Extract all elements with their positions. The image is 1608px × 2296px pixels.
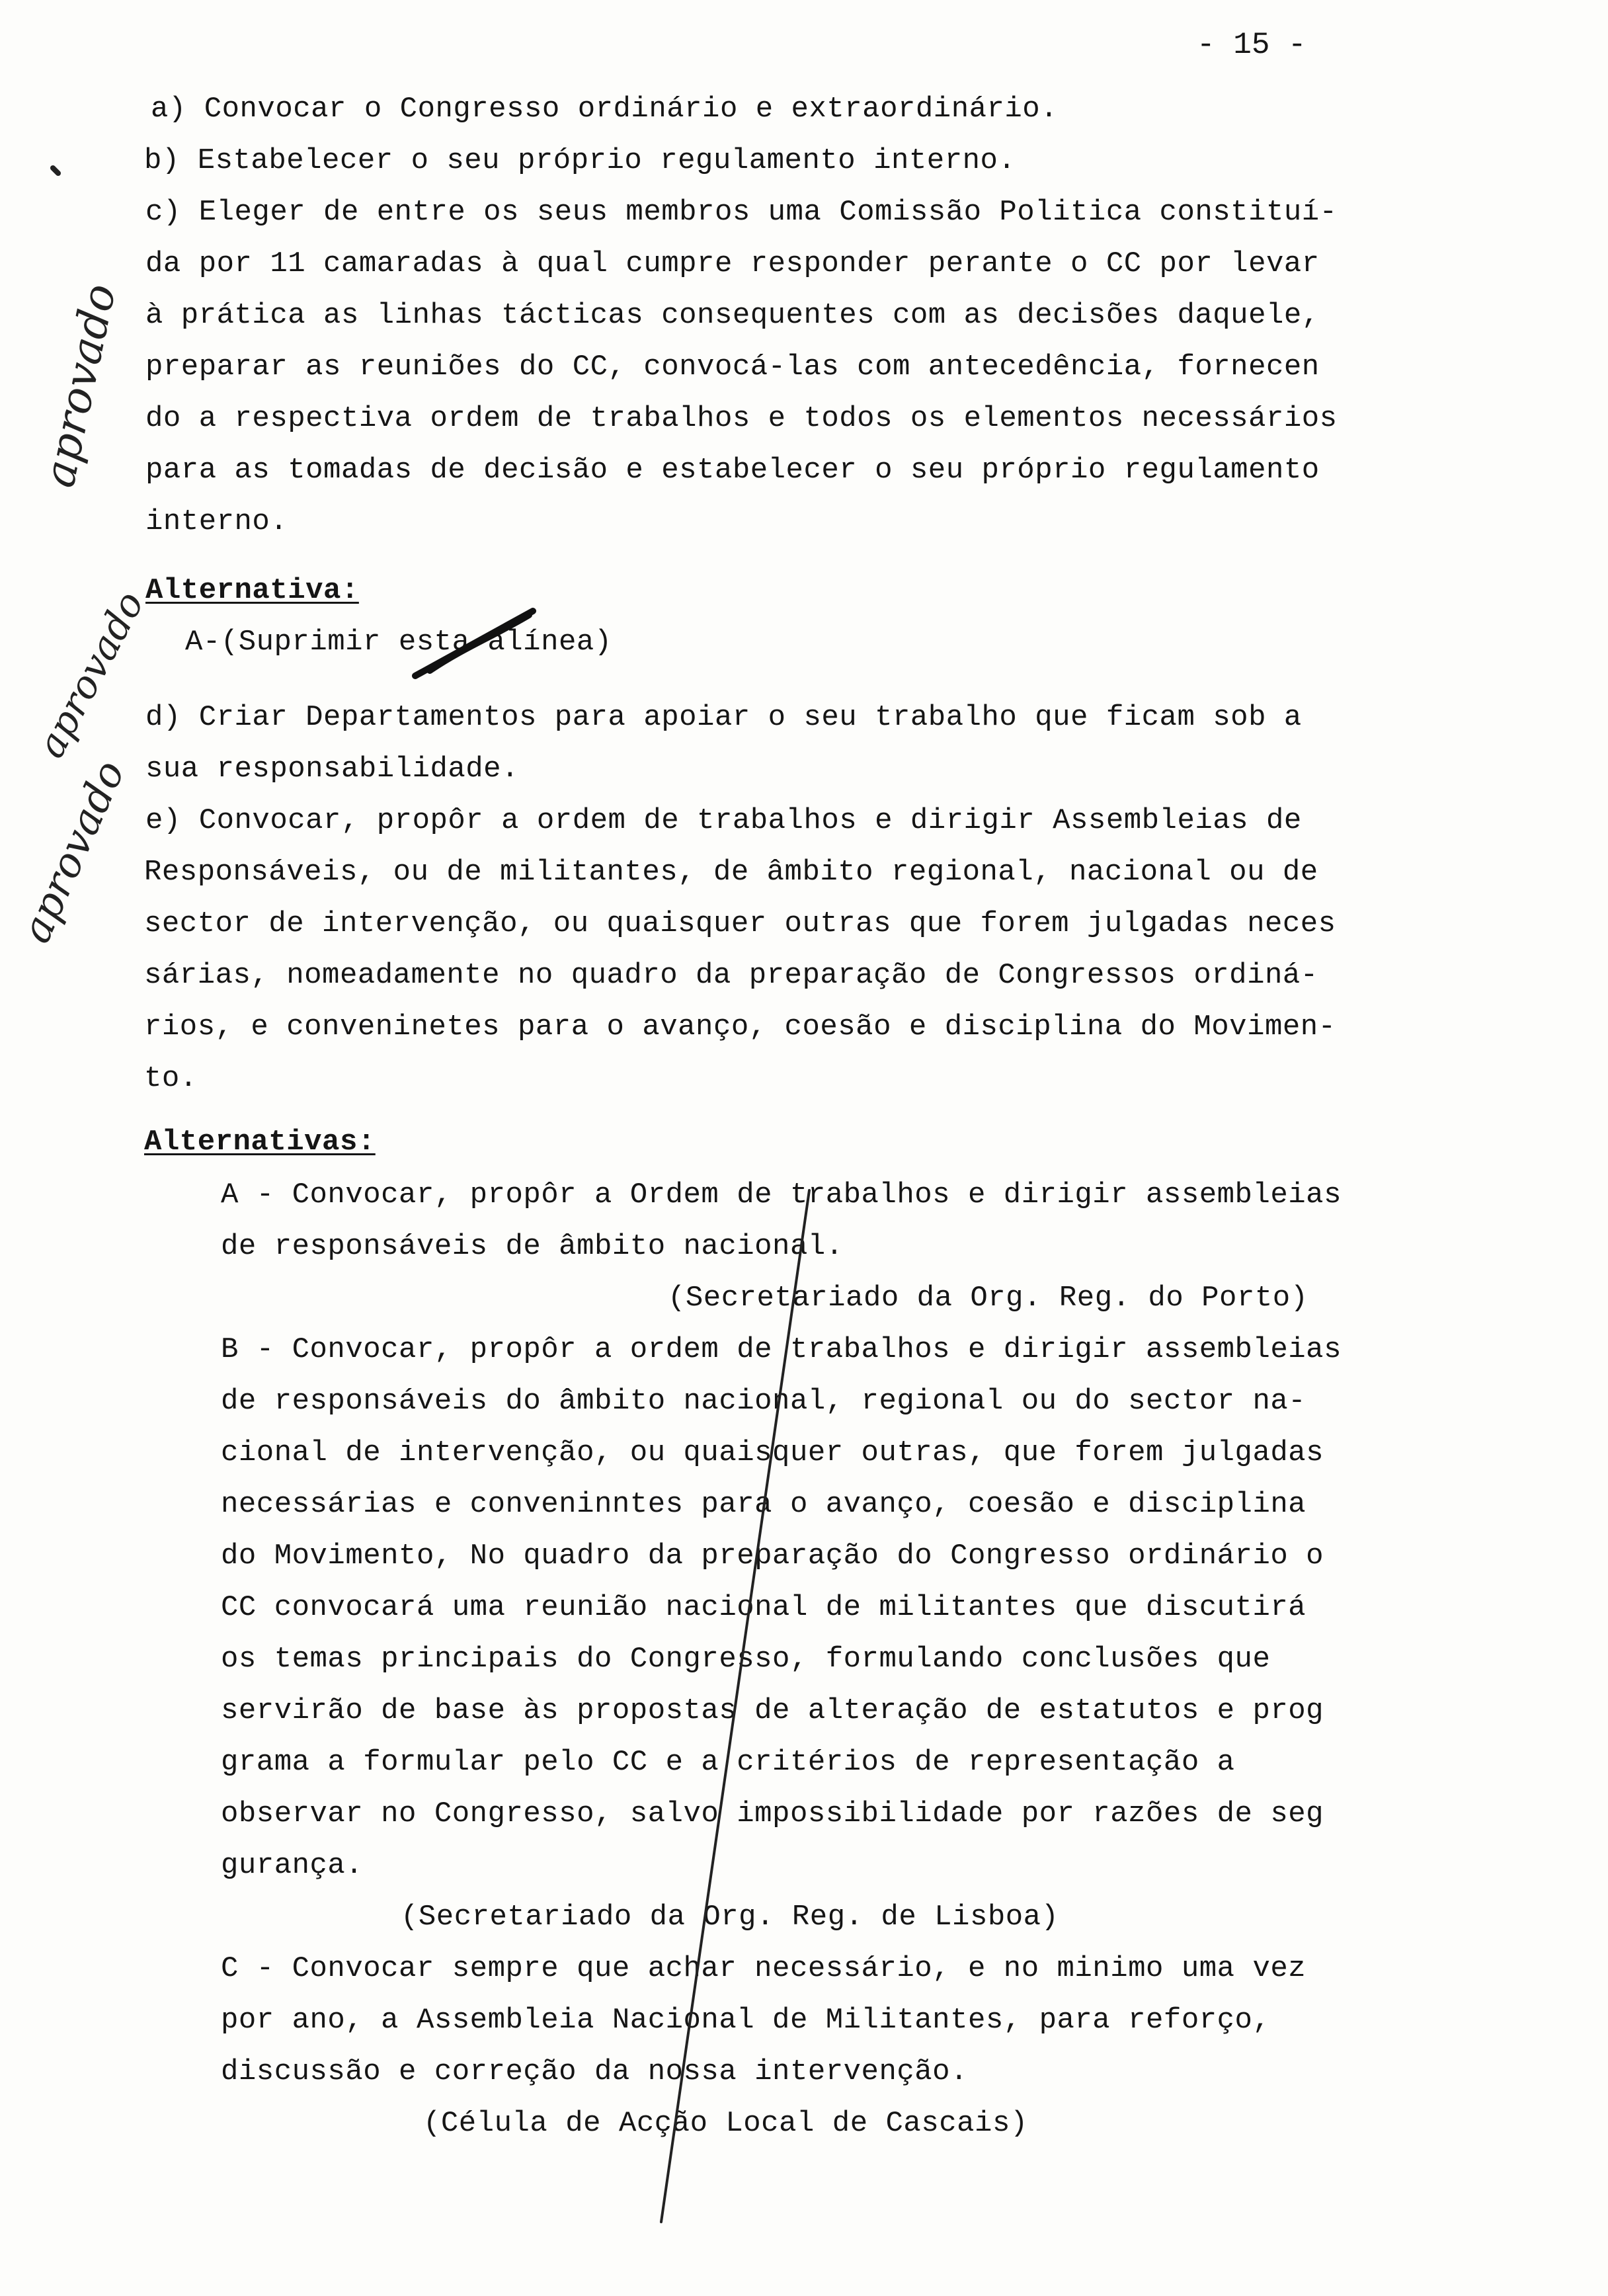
margin-note-aprovado-3-text: aprovado (11, 753, 134, 950)
item-d-line-2: sua responsabilidade. (145, 753, 519, 786)
alternativa-heading: Alternativa: (145, 574, 359, 607)
margin-note-aprovado-1 (33, 280, 126, 492)
alt-b-line-6: CC convocará uma reunião nacional de militantes que discutirá (221, 1591, 1306, 1624)
alt-b-line-10: observar no Congresso, salvo impossibilidade por razões de seg (221, 1797, 1324, 1830)
item-b: b) Estabelecer o seu próprio regulamento interno. (144, 144, 1016, 177)
margin-note-aprovado-2-text: aprovado (28, 583, 153, 765)
alt-a-attribution: (Secretariado da Org. Reg. do Porto) (668, 1282, 1308, 1315)
alt-b-line-7: os temas principais do Congresso, formulando conclusões que (221, 1643, 1271, 1676)
margin-note-aprovado-1-text: aprovado (33, 279, 126, 492)
alt-c-line-1: C - Convocar sempre que achar necessário, e no minimo uma vez (221, 1952, 1306, 1985)
page-number: - 15 - (1197, 28, 1306, 62)
small-mark (53, 168, 58, 173)
item-c-line-2: da por 11 camaradas à qual cumpre responder perante o CC por levar (145, 247, 1320, 280)
item-e-line-2: Responsáveis, ou de militantes, de âmbito regional, nacional ou de (144, 856, 1318, 889)
alt-b-line-3: cional de intervenção, ou quaisquer outras, que forem julgadas (221, 1436, 1324, 1469)
alt-b-line-2: de responsáveis do âmbito nacional, regional ou do sector na- (221, 1385, 1306, 1418)
item-c-line-1: c) Eleger de entre os seus membros uma Comissão Politica constituí- (145, 196, 1338, 229)
alt-b-line-11: gurança. (221, 1849, 364, 1882)
item-c-line-6: para as tomadas de decisão e estabelecer o seu próprio regulamento (145, 454, 1320, 487)
margin-note-aprovado-2 (28, 584, 153, 765)
item-c-line-5: do a respectiva ordem de trabalhos e todos os elementos necessários (145, 402, 1338, 435)
item-d-line-1: d) Criar Departamentos para apoiar o seu trabalho que ficam sob a (145, 701, 1302, 734)
alternativa-a: A-(Suprimir esta alínea) (185, 626, 612, 659)
item-e-line-4: sárias, nomeadamente no quadro da preparação de Congressos ordiná- (144, 959, 1318, 992)
alt-b-line-1: B - Convocar, propôr a ordem de trabalhos e dirigir assembleias (221, 1333, 1342, 1366)
item-c-line-4: preparar as reuniões do CC, convocá-las com antecedência, fornecen (145, 350, 1320, 384)
alt-c-line-2: por ano, a Assembleia Nacional de Militantes, para reforço, (221, 2004, 1271, 2037)
alt-b-attribution: (Secretariado da Org. Reg. de Lisboa) (401, 1901, 1059, 1934)
alt-b-line-8: servirão de base às propostas de alteração de estatutos e prog (221, 1694, 1324, 1727)
item-e-line-5: rios, e conveninetes para o avanço, coesão e disciplina do Movimen- (144, 1010, 1336, 1044)
item-a: a) Convocar o Congresso ordinário e extraordinário. (151, 93, 1059, 126)
item-c-line-3: à prática as linhas tácticas consequentes com as decisões daquele, (145, 299, 1320, 332)
item-e-line-3: sector de intervenção, ou quaisquer outras que forem julgadas neces (144, 907, 1336, 940)
alt-b-line-4: necessárias e conveninntes para o avanço, coesão e disciplina (221, 1488, 1306, 1521)
alt-a-line-1: A - Convocar, propôr a Ordem de trabalhos e dirigir assembleias (221, 1178, 1342, 1211)
alt-b-line-9: grama a formular pelo CC e a critérios de representação a (221, 1746, 1235, 1779)
item-c-line-7: interno. (145, 505, 288, 538)
alt-c-attribution: (Célula de Acção Local de Cascais) (423, 2107, 1028, 2140)
item-e-line-6: to. (144, 1062, 198, 1095)
alt-a-line-2: de responsáveis de âmbito nacional. (221, 1230, 844, 1263)
margin-note-aprovado-3 (11, 753, 134, 950)
alt-c-line-3: discussão e correção da nossa intervenção. (221, 2055, 968, 2088)
alt-b-line-5: do Movimento, No quadro da preparação do Congresso ordinário o (221, 1539, 1324, 1573)
item-e-line-1: e) Convocar, propôr a ordem de trabalhos e dirigir Assembleias de (145, 804, 1302, 837)
alternativas-heading: Alternativas: (144, 1126, 376, 1159)
